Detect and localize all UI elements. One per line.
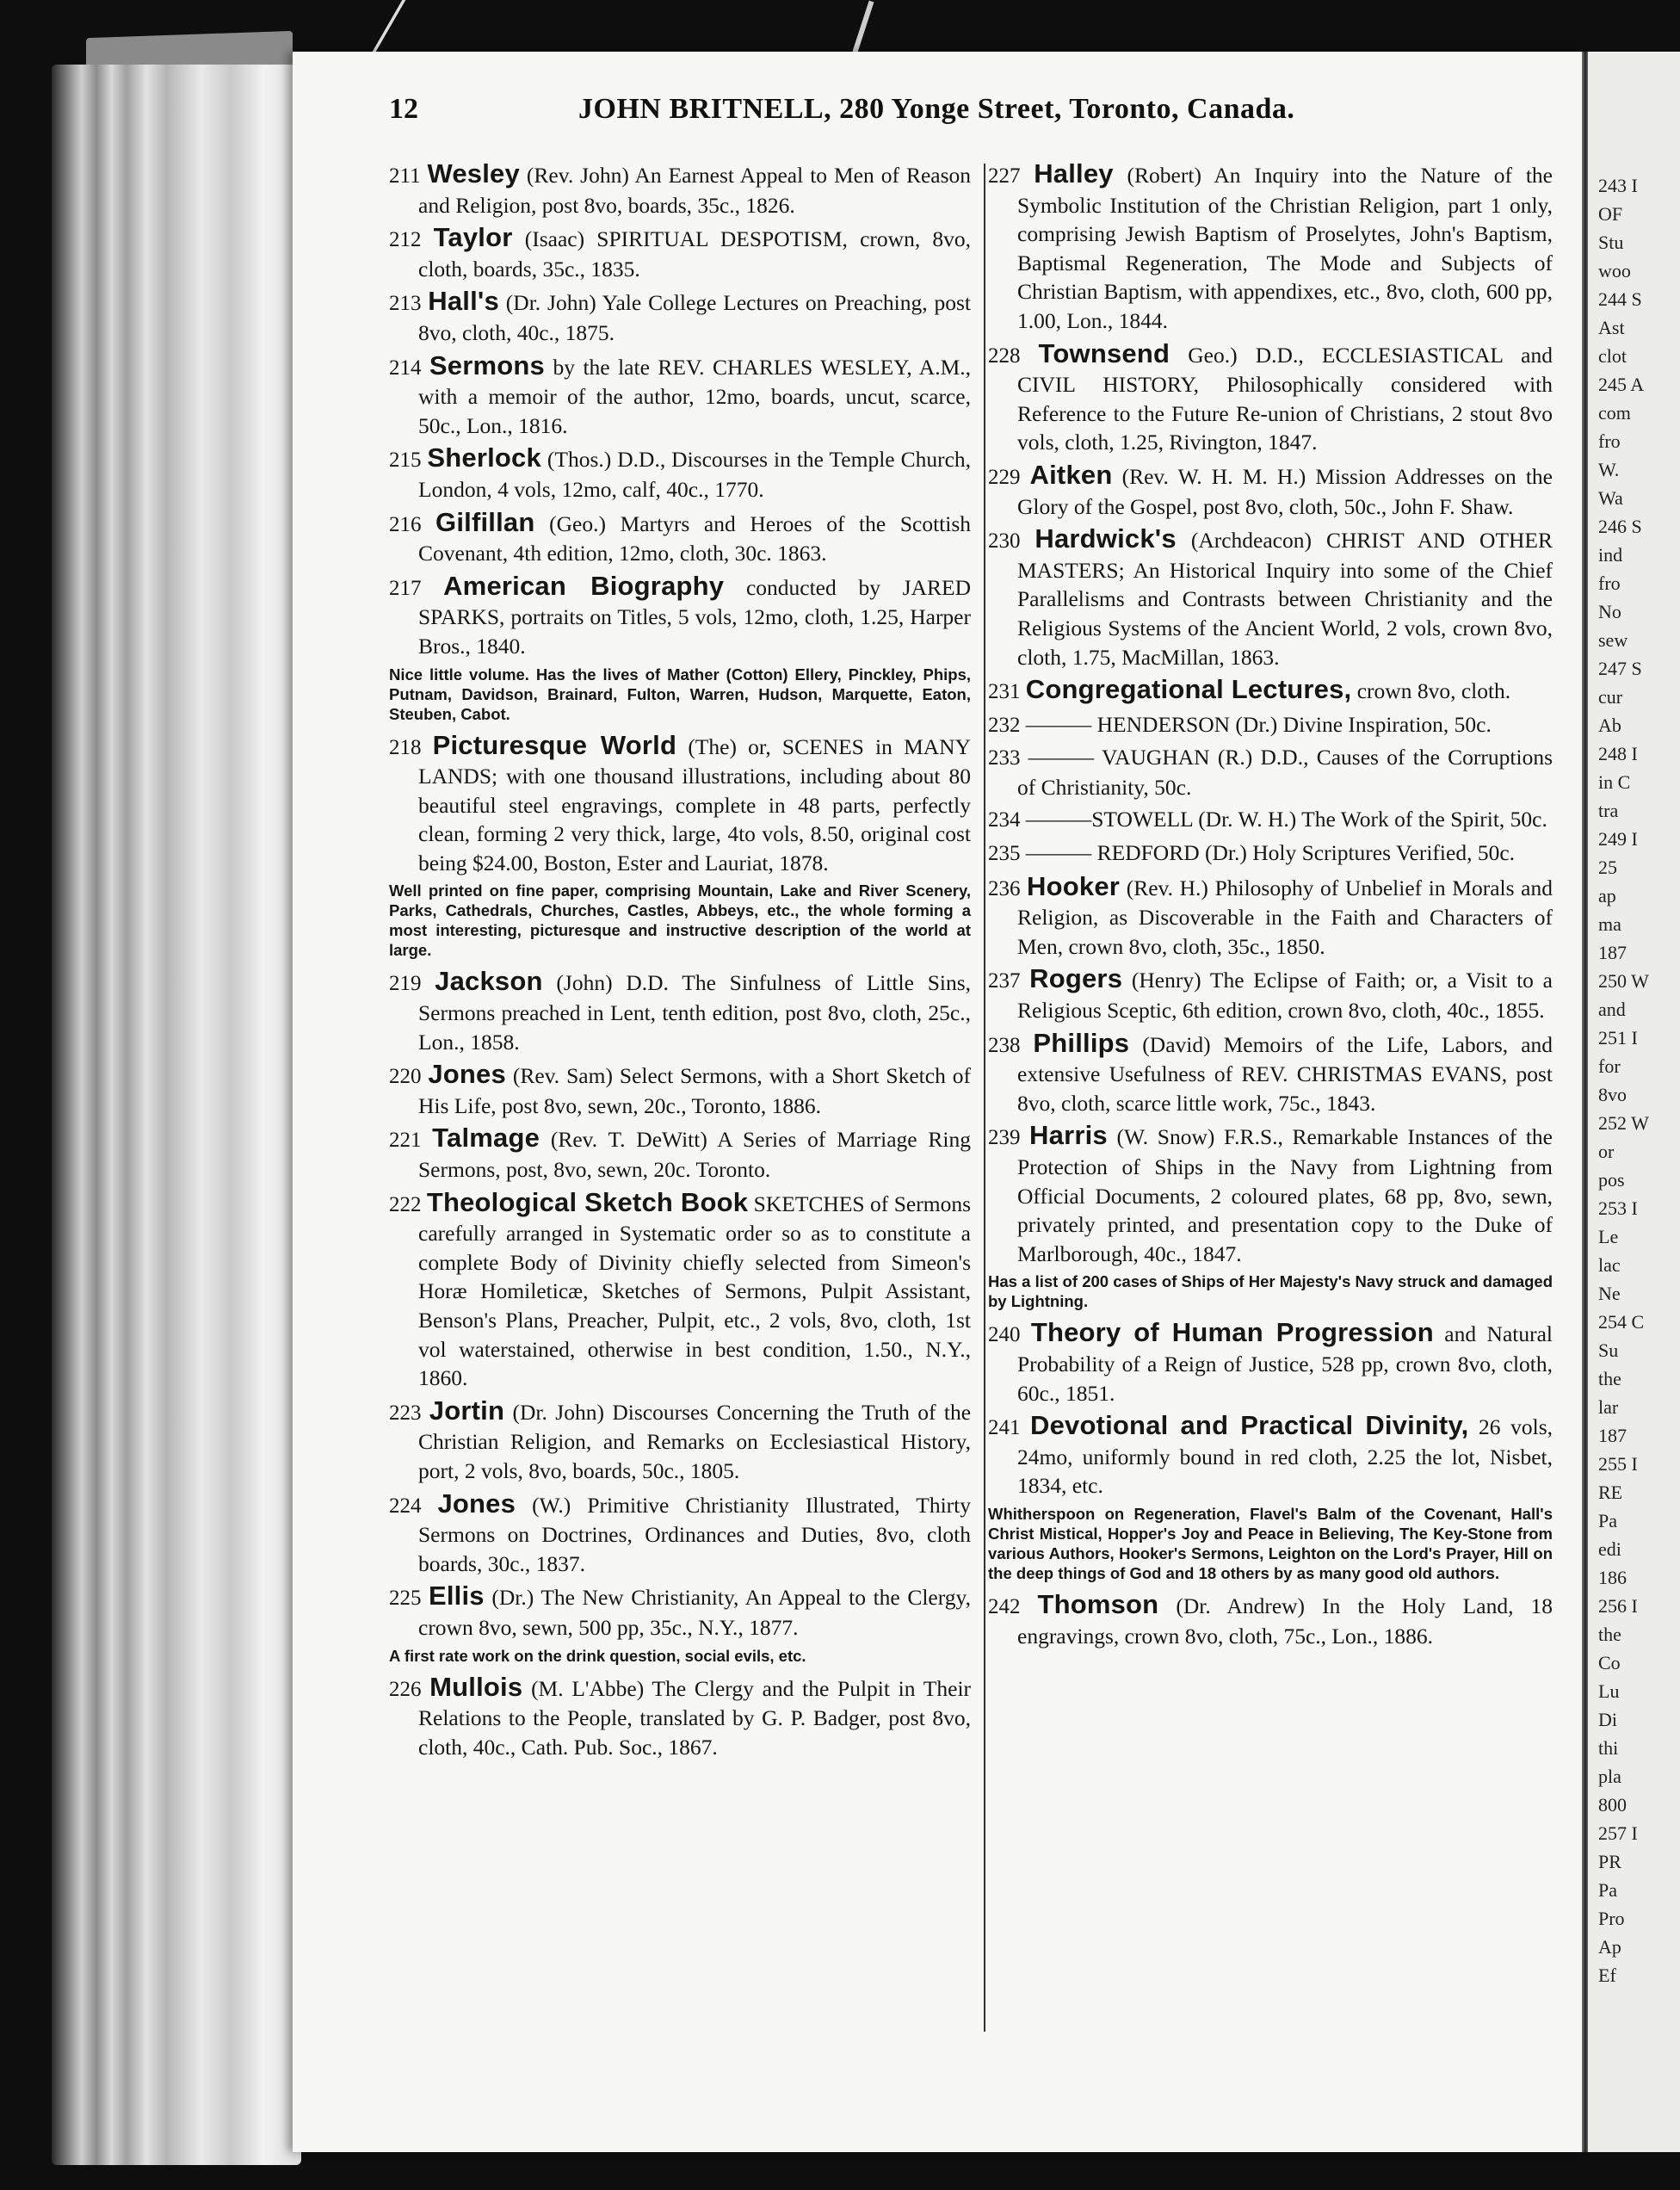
catalogue-entry [988, 743, 1553, 801]
page-header [389, 93, 1362, 136]
entry-number: 233 [988, 746, 1028, 770]
catalogue-entry [988, 838, 1553, 869]
entry-number: 213 [389, 292, 429, 316]
entry-number: 236 [988, 876, 1028, 900]
entry-description: (Dr. John) Discourses Concerning the Truth of the Christian Religion, and Remarks on Ecclesiastical History, port, 2 vols, 8vo, boards, 50c., 1805. [418, 1399, 972, 1483]
facing-page-text: Ab [1598, 715, 1621, 736]
entry-description: (Dr.) The New Christianity, An Appeal to the Clergy, crown 8vo, sewn, 500 pp, 35c., N.Y., 1877. [418, 1585, 972, 1640]
catalogue-entry [389, 1060, 971, 1120]
catalogue-entry [988, 524, 1553, 671]
entry-author: Harris [1029, 1120, 1108, 1151]
facing-page-text: Le [1598, 1226, 1619, 1247]
entry-description: (M. L'Abbe) The Clergy and the Pulpit in Their Relations to the People, translated by G. P. Badger, post 8vo, cloth, 40c., Cath. Pub. Soc., 1867. [418, 1675, 972, 1760]
entry-number: 242 [988, 1594, 1038, 1618]
facing-page-text: sew [1598, 629, 1628, 651]
left-column [389, 159, 971, 1765]
entry-number: 240 [988, 1323, 1031, 1347]
entry-author: Sermons [429, 350, 545, 380]
facing-page-text: 257 I [1598, 1822, 1638, 1844]
facing-page-text: edi [1598, 1538, 1621, 1560]
entry-description: (Isaac) SPIRITUAL DESPOTISM, crown, 8vo, cloth, boards, 35c., 1835. [418, 226, 972, 281]
entry-number: 212 [389, 228, 434, 252]
facing-page-text: 250 W [1598, 970, 1649, 992]
entry-description: ———STOWELL (Dr. W. H.) The Work of the Spirit, 50c. [1025, 807, 1547, 832]
facing-page-text: Lu [1598, 1680, 1620, 1702]
entry-author: Thomson [1037, 1588, 1159, 1619]
facing-page-text: 249 I [1598, 828, 1638, 850]
catalogue-entry [988, 964, 1553, 1024]
entry-description: (W. Snow) F.R.S., Remarkable Instances of the Protection of Ships in the Navy from Lightning from Official Documents, 2 coloured plates, 68 pp, 8vo, sewn, privately printed, and presentation copy to the Duke of Marlborough, 40c., 1847. [1017, 1124, 1553, 1266]
facing-page-text: 186 [1598, 1567, 1627, 1588]
facing-page-text: pla [1598, 1766, 1621, 1787]
facing-page-text: 253 I [1598, 1197, 1638, 1219]
entry-author: Theological Sketch Book [426, 1186, 749, 1217]
running-head: JOHN BRITNELL, 280 Yonge Street, Toronto, Canada. [578, 93, 1295, 125]
catalogue-entry [988, 1318, 1553, 1407]
facing-page-text: 247 S [1598, 658, 1642, 679]
facing-page-text: W. [1598, 459, 1620, 480]
facing-page-text: Ef [1598, 1964, 1616, 1986]
entry-note: Well printed on fine paper, comprising Mountain, Lake and River Scenery, Parks, Cathedrals, Churches, Castles, Abbeys, etc., the whole forming a most interesting, picturesque and instructive description of the world at large. [389, 882, 971, 960]
catalogue-entry [988, 1590, 1553, 1650]
entry-description: (Rev. Sam) Select Sermons, with a Short Sketch of His Life, post 8vo, sewn, 20c., Toronto, 1886. [418, 1063, 972, 1118]
entry-author: Rogers [1029, 963, 1123, 994]
entry-number: 221 [389, 1129, 433, 1153]
facing-page-text: in C [1598, 771, 1631, 793]
entry-description: (Robert) An Inquiry into the Nature of the Symbolic Institution of the Christian Religion, part 1 only, comprising Jewish Baptism of Proselytes, John's Baptism, Baptismal Regeneration, The Mode and Subjects of Christian Baptism, with appendixes, etc., 8vo, cloth, 600 pp, 1.00, Lon., 1844. [1017, 163, 1553, 333]
facing-page-text: 254 C [1598, 1311, 1645, 1333]
bookmark-string [853, 1, 874, 53]
catalogue-entry [389, 967, 971, 1056]
entry-note: Whitherspoon on Regeneration, Flavel's Balm of the Covenant, Hall's Christ Mistical, Hopper's Joy and Peace in Believing, The Key-Stone from various Authors, Hooker's Sermons, Leighton on the Lord's Prayer, Hill on the deep things of God and 18 others by as many good old authors. [988, 1504, 1553, 1582]
entry-author: Aitken [1029, 459, 1113, 490]
catalogue-entry [389, 351, 971, 441]
facing-page-text: 244 S [1598, 288, 1642, 310]
facing-page-text: and [1598, 999, 1626, 1020]
entry-author: Congregational Lectures, [1025, 674, 1352, 705]
entry-description: Geo.) D.D., ECCLESIASTICAL and CIVIL HISTORY, Philosophically considered with Reference to the Future Re-union of Christians, 2 stout 8vo vols, cloth, 1.25, Rivington, 1847. [1017, 342, 1553, 455]
facing-page-text: lac [1598, 1254, 1621, 1276]
entry-description: (Rev. T. DeWitt) A Series of Marriage Ring Sermons, post, 8vo, sewn, 20c. Toronto. [418, 1127, 971, 1183]
catalogue-entry [389, 1188, 971, 1393]
facing-page-text: tra [1598, 800, 1619, 821]
facing-page-text: Di [1598, 1709, 1617, 1730]
facing-page-text: for [1598, 1055, 1621, 1077]
catalogue-entry [389, 287, 971, 347]
entry-description: 26 vols, 24mo, uniformly bound in red cloth, 2.25 the lot, Nisbet, 1834, etc. [1017, 1414, 1553, 1499]
facing-page-text: ma [1598, 913, 1621, 935]
entry-author: Ellis [428, 1581, 485, 1612]
entry-number: 223 [389, 1401, 429, 1425]
entry-number: 220 [389, 1065, 429, 1089]
entry-author: Hardwick's [1035, 523, 1177, 554]
entry-number: 237 [988, 969, 1030, 993]
bookmark-ribbon [373, 0, 458, 52]
facing-page-text: Wa [1598, 487, 1623, 509]
catalogue-entry [389, 1581, 971, 1642]
facing-page-text: Pa [1598, 1879, 1617, 1901]
entry-description: (Geo.) Martyrs and Heroes of the Scottish Covenant, 4th edition, 12mo, cloth, 30c. 1863. [418, 510, 972, 566]
entry-author: Hooker [1027, 870, 1121, 901]
entry-description: crown 8vo, cloth. [1356, 678, 1511, 704]
facing-page-text: Ast [1598, 317, 1625, 338]
facing-page-text: 187 [1598, 1425, 1627, 1446]
facing-page-text: No [1598, 601, 1621, 622]
catalogue-entry [988, 461, 1553, 521]
facing-page-text: 252 W [1598, 1112, 1649, 1134]
page-number: 12 [389, 93, 418, 125]
facing-page-text: 255 I [1598, 1453, 1638, 1475]
facing-page-text: clot [1598, 345, 1627, 367]
catalogue-entry [988, 675, 1553, 707]
entry-description: and Natural Probability of a Reign of Justice, 528 pp, crown 8vo, cloth, 60c., 1851. [1017, 1321, 1553, 1406]
entry-number: 219 [389, 972, 435, 996]
facing-page-text: 800 [1598, 1794, 1627, 1816]
entry-number: 218 [389, 735, 433, 759]
entry-description: (W.) Primitive Christianity Illustrated, Thirty Sermons on Doctrines, Ordinances and Duties, 8vo, cloth boards, 30c., 1837. [418, 1492, 971, 1576]
facing-page-text: lar [1598, 1396, 1619, 1418]
catalogue-entry [988, 1029, 1553, 1118]
facing-page-text: thi [1598, 1737, 1619, 1759]
entry-author: Wesley [427, 158, 520, 189]
facing-page-text: 25 [1598, 857, 1617, 878]
facing-page-text: Pa [1598, 1510, 1617, 1531]
entry-number: 235 [988, 842, 1026, 866]
catalogue-entry [988, 1121, 1553, 1268]
entry-description: ——— HENDERSON (Dr.) Divine Inspiration, 50c. [1025, 711, 1492, 737]
catalogue-entry [389, 443, 971, 504]
entry-note: Nice little volume. Has the lives of Mather (Cotton) Ellery, Pinckley, Phips, Putnam, Davidson, Brainard, Fulton, Warren, Hudson, Marquette, Eaton, Steuben, Cabot. [389, 665, 971, 723]
facing-page-text: ap [1598, 885, 1616, 906]
entry-description: by the late REV. CHARLES WESLEY, A.M., with a memoir of the author, 12mo, boards, uncut, scarce, 50c., Lon., 1816. [418, 354, 971, 438]
facing-page-text: 245 A [1598, 374, 1645, 395]
catalogue-entry [389, 1123, 971, 1184]
facing-page-text: OF [1598, 203, 1623, 225]
facing-page-text: 256 I [1598, 1595, 1638, 1617]
entry-author: Jones [428, 1059, 506, 1090]
facing-page-text: the [1598, 1624, 1621, 1645]
entry-author: Halley [1034, 158, 1114, 189]
entry-description: (Henry) The Eclipse of Faith; or, a Visit to a Religious Sceptic, 6th edition, crown 8vo, cloth, 40c., 1855. [1017, 968, 1553, 1024]
catalogue-entry [389, 731, 971, 878]
entry-number: 226 [389, 1677, 430, 1701]
catalogue-entry [389, 159, 971, 220]
facing-page-text: pos [1598, 1169, 1625, 1191]
facing-page-text: Su [1598, 1339, 1619, 1361]
facing-page-text: RE [1598, 1482, 1623, 1503]
entry-number: 231 [988, 680, 1026, 704]
facing-page-text: or [1598, 1141, 1615, 1162]
entry-number: 222 [389, 1192, 427, 1216]
facing-page-fragment [1588, 52, 1680, 2152]
facing-page-text: Pro [1598, 1908, 1625, 1929]
right-column [988, 159, 1553, 1654]
entry-number: 214 [389, 356, 429, 380]
catalogue-entry [389, 508, 971, 568]
entry-number: 241 [988, 1416, 1030, 1440]
entry-author: Hall's [428, 286, 499, 317]
entry-description: (David) Memoirs of the Life, Labors, and extensive Usefulness of REV. CHRISTMAS EVANS, post 8vo, cloth, scarce little work, 75c., 1843. [1017, 1031, 1553, 1116]
facing-page-text: Co [1598, 1652, 1621, 1673]
entry-description: ——— REDFORD (Dr.) Holy Scriptures Verified, 50c. [1025, 840, 1516, 866]
facing-page-text: com [1598, 402, 1631, 424]
facing-page-text: fro [1598, 430, 1621, 452]
entry-author: Mullois [429, 1671, 523, 1702]
facing-page-text: Stu [1598, 232, 1624, 253]
facing-page-text: 248 I [1598, 743, 1638, 764]
entry-number: 211 [389, 164, 428, 188]
entry-number: 239 [988, 1126, 1030, 1150]
facing-page-text: PR [1598, 1851, 1621, 1872]
facing-page-text: Ap [1598, 1936, 1621, 1958]
catalogue-entry [389, 1489, 971, 1579]
entry-number: 232 [988, 713, 1026, 737]
entry-note: Has a list of 200 cases of Ships of Her Majesty's Navy struck and damaged by Lightning. [988, 1272, 1553, 1311]
entry-author: Townsend [1038, 337, 1170, 368]
entry-author: Jackson [435, 966, 543, 997]
facing-page-text: 243 I [1598, 175, 1638, 196]
catalogue-entry [389, 1396, 971, 1486]
entry-description: SKETCHES of Sermons carefully arranged in Systematic order so as to constitute a complete Body of Divinity chiefly selected from Simeon's Horæ Homileticæ, Sketches of Sermons, Pulpit Assistant, Benson's Plans, Preacher, Pulpit, etc., 2 vols, 8vo, cloth, 1st vol waterstained, otherwise in best condition, 1.50., N.Y., 1860. [418, 1191, 971, 1391]
facing-page-text: cur [1598, 686, 1623, 708]
entry-description: (The) or, SCENES in MANY LANDS; with one thousand illustrations, including about 80 beautiful steel engravings, complete in 48 parts, perfectly clean, forming 2 very thick, large, 4to vols, 8.50, original cost being $24.00, Boston, Ester and Lauriat, 1878. [418, 733, 972, 875]
entry-description: (Rev. John) An Earnest Appeal to Men of Reason and Religion, post 8vo, boards, 35c., 1826. [418, 163, 972, 218]
entry-number: 217 [389, 576, 444, 600]
entry-number: 229 [988, 465, 1030, 489]
column-rule [984, 164, 985, 2032]
facing-page-text: 187 [1598, 942, 1627, 963]
facing-page-text: 251 I [1598, 1027, 1638, 1049]
entry-description: (Thos.) D.D., Discourses in the Temple Church, London, 4 vols, 12mo, calf, 40c., 1770. [418, 447, 972, 502]
facing-page-text: 246 S [1598, 516, 1642, 537]
catalogue-entry [988, 805, 1553, 835]
entry-number: 224 [389, 1494, 438, 1518]
entry-description: (Archdeacon) CHRIST AND OTHER MASTERS; An Historical Inquiry into some of the Chief Parallelisms and Contrasts between Christianity and the Religious Systems of the Ancient World, 2 vols, crown 8vo, cloth, 1.75, MacMillan, 1863. [1017, 528, 1553, 670]
entry-author: Gilfillan [435, 506, 535, 537]
catalogue-entry [988, 872, 1553, 962]
catalogue-entry [389, 572, 971, 661]
catalogue-entry [389, 223, 971, 283]
entry-author: American Biography [443, 570, 725, 601]
catalogue-entry [988, 1411, 1553, 1500]
facing-page-text: woo [1598, 260, 1631, 281]
catalogue-entry [389, 1673, 971, 1762]
entry-description: conducted by JARED SPARKS, portraits on Titles, 5 vols, 12mo, cloth, 1.25, Harper Bros., 1840. [418, 574, 972, 659]
entry-description: (Rev. W. H. M. H.) Mission Addresses on the Glory of the Gospel, post 8vo, cloth, 50c., John F. Shaw. [1017, 463, 1553, 519]
entry-description: (Dr. John) Yale College Lectures on Preaching, post 8vo, cloth, 40c., 1875. [418, 290, 971, 345]
entry-number: 234 [988, 808, 1026, 832]
entry-author: Devotional and Practical Divinity, [1029, 1410, 1469, 1441]
entry-author: Picturesque World [432, 729, 677, 760]
entry-author: Phillips [1033, 1027, 1130, 1058]
entry-number: 225 [389, 1587, 429, 1611]
entry-number: 227 [988, 164, 1035, 188]
entry-number: 228 [988, 343, 1039, 368]
catalogue-entry [988, 710, 1553, 740]
entry-number: 216 [389, 512, 435, 536]
entry-number: 230 [988, 529, 1035, 554]
entry-note: A first rate work on the drink question, social evils, etc. [389, 1646, 806, 1665]
catalogue-entry [988, 159, 1553, 336]
entry-author: Theory of Human Progression [1030, 1317, 1434, 1348]
entry-author: Jones [437, 1488, 516, 1519]
entry-description: (Dr. Andrew) In the Holy Land, 18 engravings, crown 8vo, cloth, 75c., Lon., 1886. [1017, 1593, 1553, 1649]
entry-description: (Rev. H.) Philosophy of Unbelief in Morals and Religion, as Discoverable in the Faith and Characters of Men, crown 8vo, cloth, 35c., 1850. [1017, 875, 1553, 959]
entry-description: (John) D.D. The Sinfulness of Little Sins, Sermons preached in Lent, tenth edition, post 8vo, cloth, 25c., Lon., 1858. [418, 970, 972, 1055]
entry-number: 238 [988, 1033, 1034, 1057]
facing-page-text: ind [1598, 544, 1623, 566]
entry-description: ——— VAUGHAN (R.) D.D., Causes of the Corruptions of Christianity, 50c. [1017, 745, 1553, 800]
catalogue-entry [988, 339, 1553, 457]
facing-page-text: the [1598, 1368, 1621, 1389]
page-edges [52, 65, 301, 2165]
facing-page-text: Ne [1598, 1283, 1621, 1304]
entry-number: 215 [389, 449, 428, 473]
entry-author: Sherlock [427, 442, 541, 473]
entry-author: Taylor [433, 222, 513, 253]
facing-page-text: fro [1598, 572, 1621, 594]
facing-page-text: 8vo [1598, 1084, 1627, 1105]
entry-author: Talmage [432, 1123, 540, 1154]
entry-author: Jortin [429, 1395, 505, 1426]
